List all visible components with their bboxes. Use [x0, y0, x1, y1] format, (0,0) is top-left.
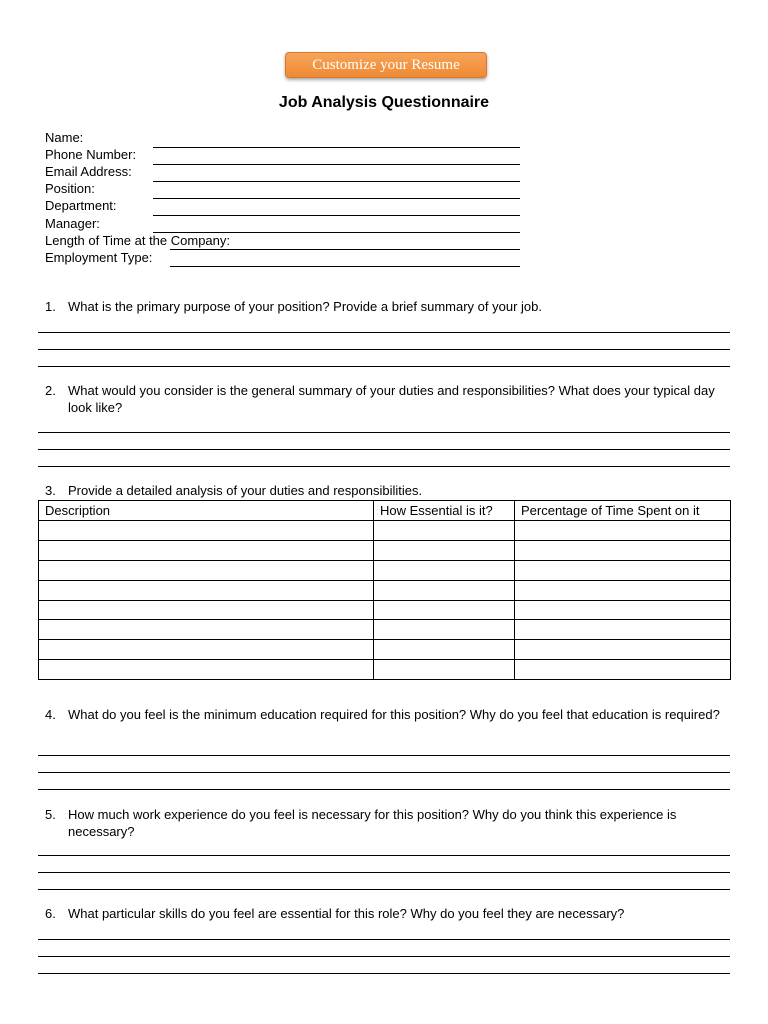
question-text: What particular skills do you feel are essential for this role? Why do you feel they are necessary? — [68, 906, 625, 921]
question-5 — [45, 807, 725, 840]
length-of-time-field[interactable] — [170, 249, 520, 250]
question-text: Provide a detailed analysis of your duties and responsibilities. — [68, 483, 423, 498]
answer-line[interactable] — [38, 449, 730, 450]
position-label: Position: — [45, 181, 95, 196]
table-cell[interactable] — [515, 521, 731, 541]
table-cell[interactable] — [515, 620, 731, 640]
question-6 — [45, 906, 725, 923]
table-cell[interactable] — [39, 640, 374, 660]
table-row — [39, 620, 731, 640]
answer-line[interactable] — [38, 432, 730, 433]
table-row — [39, 660, 731, 680]
employment-type-field[interactable] — [170, 266, 520, 267]
column-header-description: Description — [39, 501, 374, 521]
question-text: What would you consider is the general summary of your duties and responsibilities? What does your typical day look like? — [68, 383, 715, 415]
answer-line[interactable] — [38, 466, 730, 467]
table-row — [39, 600, 731, 620]
question-number: 5. — [45, 807, 56, 822]
department-label: Department: — [45, 198, 117, 213]
question-text: How much work experience do you feel is necessary for this position? Why do you think this experience is necessary? — [68, 807, 677, 839]
employment-type-label: Employment Type: — [45, 250, 153, 265]
question-4 — [45, 707, 725, 724]
table-cell[interactable] — [39, 560, 374, 580]
question-text: What do you feel is the minimum education required for this position? Why do you feel that education is required? — [68, 707, 720, 722]
question-number: 1. — [45, 299, 56, 314]
question-3 — [45, 483, 725, 500]
table-cell[interactable] — [374, 521, 515, 541]
position-field[interactable] — [153, 198, 520, 199]
answer-line[interactable] — [38, 332, 730, 333]
table-cell[interactable] — [39, 620, 374, 640]
table-cell[interactable] — [374, 660, 515, 680]
table-cell[interactable] — [39, 580, 374, 600]
table-cell[interactable] — [39, 540, 374, 560]
customize-resume-button[interactable]: Customize your Resume — [285, 52, 487, 78]
table-cell[interactable] — [515, 660, 731, 680]
question-number: 3. — [45, 483, 56, 498]
table-row — [39, 580, 731, 600]
table-cell[interactable] — [515, 560, 731, 580]
table-cell[interactable] — [39, 521, 374, 541]
column-header-percentage: Percentage of Time Spent on it — [515, 501, 731, 521]
table-cell[interactable] — [374, 580, 515, 600]
question-number: 2. — [45, 383, 56, 398]
question-1 — [45, 299, 725, 316]
answer-line[interactable] — [38, 939, 730, 940]
question-2 — [45, 383, 725, 416]
table-row — [39, 540, 731, 560]
answer-line[interactable] — [38, 855, 730, 856]
table-cell[interactable] — [39, 600, 374, 620]
answer-line[interactable] — [38, 366, 730, 367]
table-cell[interactable] — [515, 640, 731, 660]
name-label: Name: — [45, 130, 84, 145]
table-cell[interactable] — [374, 640, 515, 660]
answer-line[interactable] — [38, 889, 730, 890]
answer-line[interactable] — [38, 349, 730, 350]
page-title: Job Analysis Questionnaire — [278, 94, 490, 111]
phone-label: Phone Number: — [45, 147, 137, 162]
answer-line[interactable] — [38, 973, 730, 974]
duties-table — [38, 500, 731, 680]
email-field[interactable] — [153, 181, 520, 182]
column-header-essential: How Essential is it? — [374, 501, 515, 521]
table-row — [39, 560, 731, 580]
table-cell[interactable] — [515, 600, 731, 620]
table-cell[interactable] — [374, 560, 515, 580]
table-cell[interactable] — [515, 540, 731, 560]
question-number: 4. — [45, 707, 56, 722]
table-row — [39, 640, 731, 660]
length-of-time-label: Length of Time at the Company: — [45, 233, 230, 248]
name-field[interactable] — [153, 147, 520, 148]
email-label: Email Address: — [45, 164, 132, 179]
table-cell[interactable] — [374, 620, 515, 640]
answer-line[interactable] — [38, 789, 730, 790]
answer-line[interactable] — [38, 755, 730, 756]
manager-label: Manager: — [45, 216, 100, 231]
answer-line[interactable] — [38, 772, 730, 773]
table-cell[interactable] — [39, 660, 374, 680]
department-field[interactable] — [153, 215, 520, 216]
table-cell[interactable] — [515, 580, 731, 600]
table-cell[interactable] — [374, 540, 515, 560]
question-text: What is the primary purpose of your position? Provide a brief summary of your job. — [68, 299, 542, 314]
answer-line[interactable] — [38, 956, 730, 957]
table-cell[interactable] — [374, 600, 515, 620]
question-number: 6. — [45, 906, 56, 921]
answer-line[interactable] — [38, 872, 730, 873]
table-header-row — [39, 501, 731, 521]
table-row — [39, 521, 731, 541]
phone-field[interactable] — [153, 164, 520, 165]
